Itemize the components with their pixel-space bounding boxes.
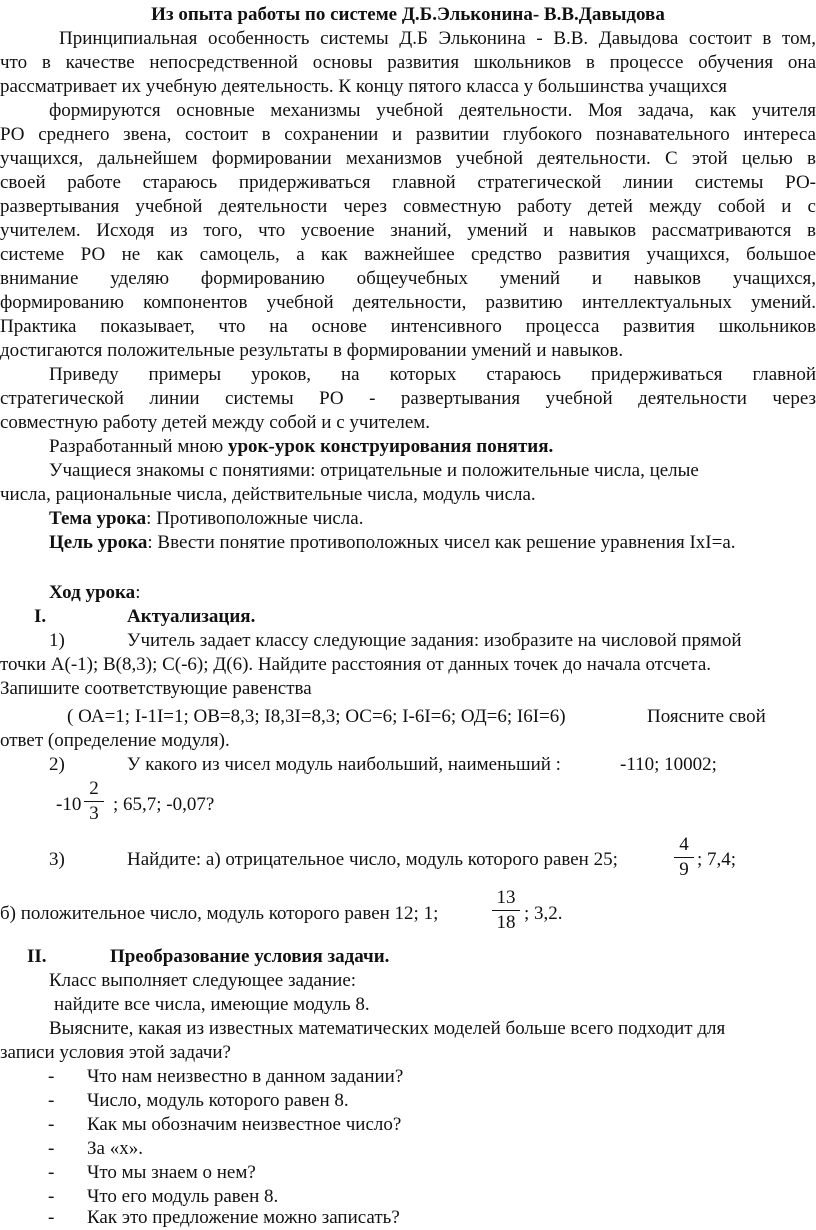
fraction bbox=[674, 834, 694, 881]
fraction-denominator: 18 bbox=[496, 912, 516, 933]
task-line: Запишите соответствующие равенства bbox=[0, 678, 312, 699]
paragraph-line bbox=[0, 435, 816, 459]
task-number: 3) bbox=[49, 849, 65, 870]
paragraph-line: найдите все числа, имеющие модуль 8. bbox=[54, 994, 370, 1015]
lesson-intro-text: Разработанный мною bbox=[49, 436, 228, 457]
fraction-numerator: 2 bbox=[89, 778, 99, 799]
section-title: Актуализация. bbox=[127, 606, 256, 627]
task-numbers: ; 3,2. bbox=[524, 903, 563, 924]
task-text: Учитель задает классу следующие задания: изобразите на числовой прямой bbox=[127, 630, 742, 651]
task-number: 2) bbox=[49, 754, 65, 775]
dash-bullet: - bbox=[48, 1114, 55, 1135]
equalities-text: ( ОА=1; I-1I=1; ОВ=8,3; I8,3I=8,3; ОС=6; I-6I=6; ОД=6; I6I=6) bbox=[67, 706, 566, 727]
task-numbers: ; 65,7; -0,07? bbox=[113, 794, 215, 815]
course-label: Ход урока bbox=[49, 582, 136, 603]
paragraph-line: что в качестве непосредственной основы развития школьников в процессе обучения она bbox=[0, 52, 816, 73]
list-item bbox=[0, 1161, 816, 1185]
goal-label: Цель урока bbox=[49, 532, 148, 553]
list-item-text: Что мы знаем о нем? bbox=[87, 1162, 256, 1183]
dash-bullet: - bbox=[48, 1186, 55, 1207]
paragraph-line: Принципиальная особенность системы Д.Б Эльконина - В.В. Давыдова состоит в том, bbox=[59, 28, 816, 49]
task-line bbox=[0, 793, 816, 817]
topic-label: Тема урока bbox=[49, 508, 147, 529]
task-line: точки А(-1); В(8,3); С(-6); Д(6). Найдите расстояния от данных точек до начала отсчета. bbox=[0, 654, 712, 675]
fraction-numerator: 13 bbox=[496, 887, 516, 908]
list-item-text: Число, модуль которого равен 8. bbox=[87, 1090, 349, 1111]
paragraph-line: своей работе стараюсь придерживаться главной стратегической линии системы РО- bbox=[0, 172, 816, 193]
paragraph-line: рассматривает их учебную деятельность. К концу пятого класса у большинства учащихся bbox=[0, 76, 727, 97]
dash-bullet: - bbox=[48, 1207, 55, 1228]
dash-bullet: - bbox=[48, 1090, 55, 1111]
paragraph-line: формируются основные механизмы учебной деятельности. Моя задача, как учителя bbox=[49, 100, 816, 121]
dash-bullet: - bbox=[48, 1162, 55, 1183]
list-item-text: Как мы обозначим неизвестное число? bbox=[87, 1114, 402, 1135]
paragraph-line: достигаются положительные результаты в формировании умений и навыков. bbox=[0, 340, 624, 361]
lesson-goal bbox=[0, 531, 816, 555]
paragraph-line: числа, рациональные числа, действительные числа, модуль числа. bbox=[0, 484, 536, 505]
paragraph-line: учителем. Исходя из того, что усвоение знаний, умений и навыков рассматриваются в bbox=[0, 220, 816, 241]
paragraph-line: стратегической линии системы РО - развертывания учебной деятельности через bbox=[0, 388, 816, 409]
dash-bullet: - bbox=[48, 1138, 55, 1159]
fraction-denominator: 3 bbox=[89, 803, 99, 824]
paragraph-line: Приведу примеры уроков, на которых стараюсь придерживаться главной bbox=[49, 364, 816, 385]
list-item-text: Что нам неизвестно в данном задании? bbox=[87, 1066, 404, 1087]
task-numbers: -110; 10002; bbox=[620, 754, 717, 775]
paragraph-line: Учащиеся знакомы с понятиями: отрицательные и положительные числа, целые bbox=[49, 460, 699, 481]
document-title: Из опыта работы по системе Д.Б.Эльконина- В.В.Давыдова bbox=[151, 4, 665, 25]
paragraph-line: Практика показывает, что на основе интенсивного процесса развития школьников bbox=[0, 316, 816, 337]
fraction-bar bbox=[492, 910, 520, 911]
section-heading bbox=[0, 605, 816, 629]
fraction-bar bbox=[674, 857, 694, 858]
topic-text: : Противоположные числа. bbox=[146, 508, 364, 529]
list-item bbox=[0, 1137, 816, 1161]
paragraph-line: внимание уделяю формированию общеучебных умений и навыков учащихся, bbox=[0, 268, 816, 289]
list-item-text: Как это предложение можно записать? bbox=[87, 1207, 400, 1228]
task-line bbox=[0, 902, 816, 926]
fraction bbox=[492, 887, 520, 934]
paragraph-line: РО среднего звена, состоит в сохранении и развитии глубокого познавательного интереса bbox=[0, 124, 816, 145]
paragraph-line: учащихся, дальнейшем формировании механизмов учебной деятельности. С этой целью в bbox=[0, 148, 816, 169]
goal-text: : Ввести понятие противоположных чисел как решение уравнения IxI=a. bbox=[147, 532, 736, 553]
dash-bullet: - bbox=[48, 1066, 55, 1087]
paragraph-line: Выясните, какая из известных математических моделей больше всего подходит для bbox=[49, 1018, 726, 1039]
lesson-topic bbox=[0, 507, 816, 531]
list-item bbox=[0, 1113, 816, 1137]
mixed-number-whole: -10 bbox=[56, 794, 82, 815]
list-item bbox=[0, 1206, 816, 1230]
lesson-course-heading bbox=[0, 581, 816, 605]
task-numbers: ; 7,4; bbox=[697, 849, 737, 870]
paragraph-line: развертывания учебной деятельности через совместную работу детей между собой и с bbox=[0, 196, 816, 217]
explain-text: Поясните свой bbox=[647, 706, 766, 727]
paragraph-line: Класс выполняет следующее задание: bbox=[49, 970, 357, 991]
task-line bbox=[0, 629, 816, 653]
fraction-numerator: 4 bbox=[679, 834, 689, 855]
paragraph-line: формированию компонентов учебной деятельности, развитию интеллектуальных умений. bbox=[0, 292, 816, 313]
paragraph-line: совместную работу детей между собой и с учителем. bbox=[0, 412, 431, 433]
list-item bbox=[0, 1089, 816, 1113]
section-number: II. bbox=[27, 946, 47, 967]
list-item-text: Что его модуль равен 8. bbox=[87, 1186, 279, 1207]
task-text: б) положительное число, модуль которого равен 12; 1; bbox=[0, 903, 439, 924]
course-colon: : bbox=[135, 582, 141, 603]
task-text: У какого из чисел модуль наибольший, наименьший : bbox=[127, 754, 561, 775]
list-item bbox=[0, 1065, 816, 1089]
paragraph-line: системе РО не как самоцель, а как важнейшее средство развития учащихся, большое bbox=[0, 244, 816, 265]
task-line: ответ (определение модуля). bbox=[0, 730, 230, 751]
section-number: I. bbox=[34, 606, 47, 627]
fraction-denominator: 9 bbox=[679, 859, 689, 880]
task-line bbox=[0, 753, 816, 777]
list-item-text: За «х». bbox=[87, 1138, 143, 1159]
section-heading bbox=[0, 945, 816, 969]
fraction-bar bbox=[84, 801, 104, 802]
task-text: Найдите: а) отрицательное число, модуль которого равен 25; bbox=[127, 849, 618, 870]
task-line bbox=[0, 705, 816, 729]
fraction bbox=[84, 778, 104, 825]
section-title: Преобразование условия задачи. bbox=[110, 946, 390, 967]
lesson-type: урок-урок конструирования понятия. bbox=[227, 436, 554, 457]
task-number: 1) bbox=[49, 630, 65, 651]
paragraph-line: записи условия этой задачи? bbox=[0, 1042, 231, 1063]
